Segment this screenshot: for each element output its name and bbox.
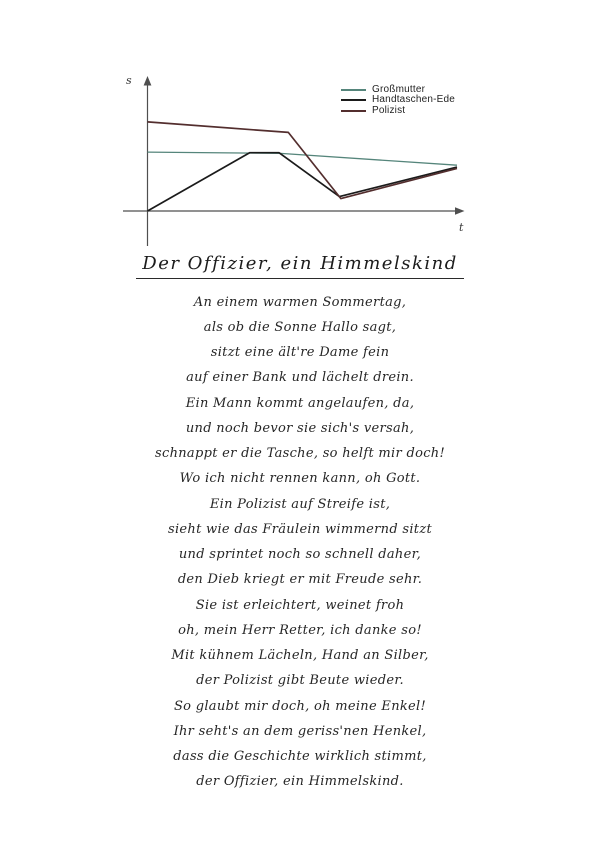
legend-label: Großmutter	[372, 83, 426, 95]
poem-line: schnappt er die Tasche, so helft mir doch!	[155, 446, 445, 461]
poem-line: der Offizier, ein Himmelskind.	[196, 774, 404, 789]
poem-line: auf einer Bank und lächelt drein.	[186, 370, 414, 385]
grossmutter-line-swatch-icon	[341, 89, 366, 91]
polizist-line-swatch-icon	[341, 110, 366, 112]
poem-body	[0, 290, 600, 795]
poem-title: Der Offizier, ein Himmelskind	[136, 252, 463, 279]
poem-line: An einem warmen Sommertag,	[193, 295, 407, 310]
stanza-3	[0, 492, 600, 592]
poem-line: Wo ich nicht rennen kann, oh Gott.	[179, 471, 421, 486]
chart-line-grossmutter	[148, 152, 458, 165]
poem-line: den Dieb kriegt er mit Freude sehr.	[177, 572, 423, 587]
chart-legend	[341, 85, 455, 116]
poem-line: und noch bevor sie sich's versah,	[185, 421, 415, 436]
poem-line: Ein Polizist auf Streife ist,	[209, 497, 391, 512]
stanza-5	[0, 694, 600, 794]
poem-line: Sie ist erleichtert, weinet froh	[195, 598, 405, 613]
poem-line: der Polizist gibt Beute wieder.	[196, 673, 404, 688]
y-axis-label: s	[126, 74, 132, 87]
poem-title-block	[0, 252, 600, 279]
stanza-4	[0, 593, 600, 693]
chart-line-polizist	[148, 122, 458, 199]
x-axis-arrow-icon	[455, 207, 465, 215]
poem-line: als ob die Sonne Hallo sagt,	[203, 320, 397, 335]
y-axis-arrow-icon	[144, 76, 152, 86]
legend-item-polizist	[341, 106, 455, 116]
poem-line: sitzt eine ält're Dame fein	[210, 345, 390, 360]
handtaschen-ede-line-swatch-icon	[341, 99, 366, 101]
poem-line: Mit kühnem Lächeln, Hand an Silber,	[171, 648, 429, 663]
poem-line: sieht wie das Fräulein wimmernd sitzt	[167, 522, 432, 537]
legend-label: Handtaschen-Ede	[372, 94, 456, 106]
legend-item-handtaschen-ede	[341, 96, 455, 106]
poem-line: Ein Mann kommt angelaufen, da,	[185, 396, 415, 411]
x-axis-label: t	[459, 221, 464, 234]
poem-line: oh, mein Herr Retter, ich danke so!	[178, 623, 422, 638]
stanza-1	[0, 290, 600, 390]
poem-line: Ihr seht's an dem geriss'nen Henkel,	[173, 724, 427, 739]
legend-item-grossmutter	[341, 85, 455, 95]
stanza-2	[0, 391, 600, 491]
distance-time-chart	[0, 0, 600, 260]
poem-line: So glaubt mir doch, oh meine Enkel!	[173, 699, 427, 714]
legend-label: Polizist	[372, 104, 406, 116]
poem-line: dass die Geschichte wirklich stimmt,	[173, 749, 427, 764]
poem-line: und sprintet noch so schnell daher,	[178, 547, 422, 562]
